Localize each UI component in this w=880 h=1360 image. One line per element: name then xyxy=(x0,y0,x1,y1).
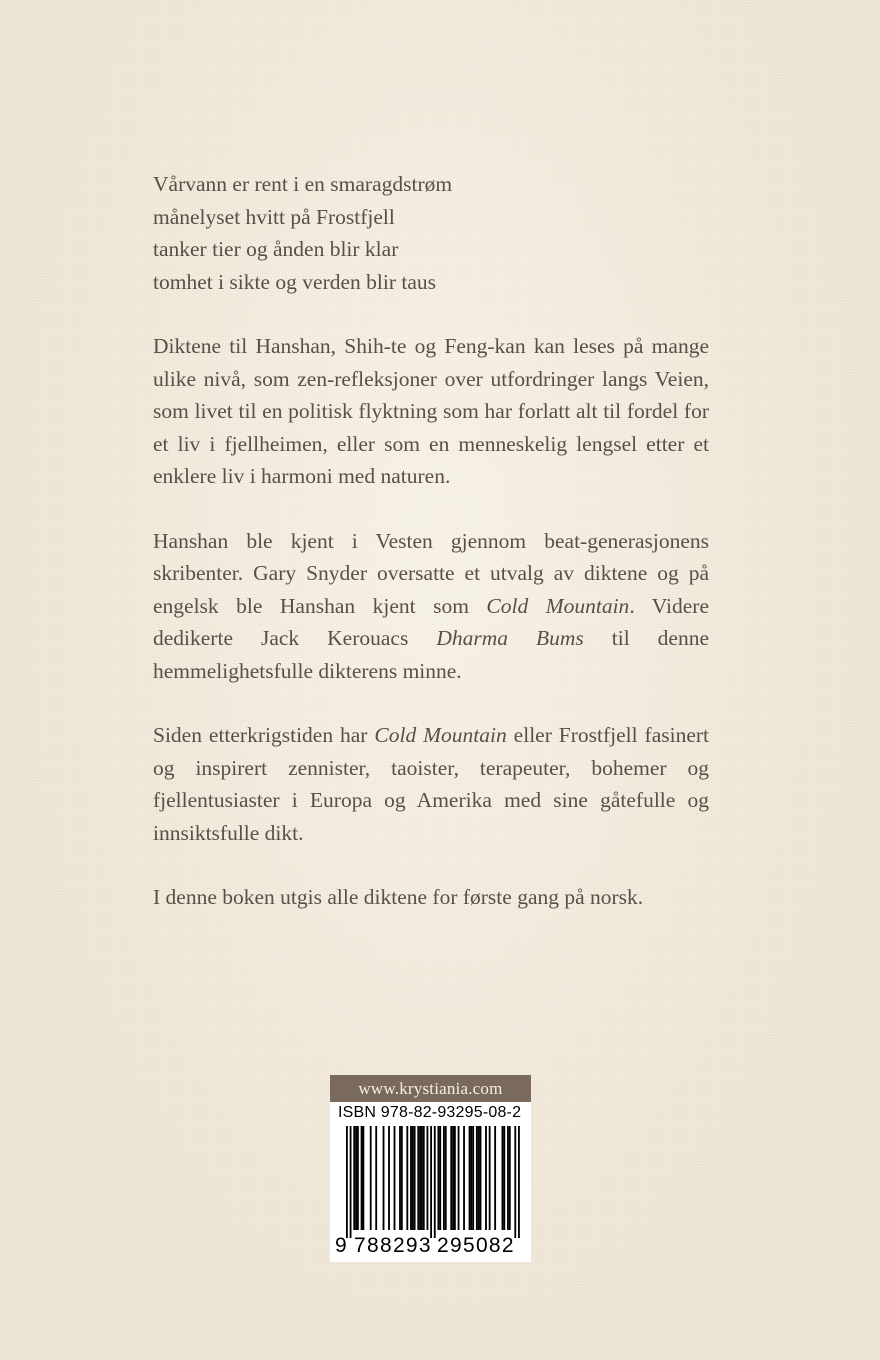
barcode-bar xyxy=(394,1126,396,1230)
paragraph-norsk: I denne boken utgis alle diktene for første gang på norsk. xyxy=(153,885,644,909)
barcode-guard-bar xyxy=(430,1126,432,1238)
barcode-bar xyxy=(458,1126,460,1230)
barcode-bar xyxy=(410,1126,412,1230)
barcode-block xyxy=(330,1075,531,1262)
barcode-bar xyxy=(406,1126,408,1230)
barcode-bar xyxy=(503,1126,505,1230)
barcode-guard-bar xyxy=(514,1126,516,1238)
barcode-bar xyxy=(494,1126,496,1230)
paragraph-hanshan xyxy=(153,525,709,688)
isbn-barcode xyxy=(330,1102,531,1262)
barcode-bar xyxy=(472,1126,474,1230)
barcode-bar xyxy=(445,1126,447,1230)
barcode-bar xyxy=(450,1126,452,1230)
barcode-bar xyxy=(412,1126,414,1230)
barcode-bars xyxy=(330,1126,531,1238)
poem-line: Vårvann er rent i en smaragdstrøm xyxy=(153,172,453,196)
title-dharma-bums: Dharma Bums xyxy=(436,626,584,650)
title-cold-mountain: Cold Mountain xyxy=(374,723,507,747)
barcode-bar xyxy=(388,1126,390,1230)
barcode-bar xyxy=(375,1126,377,1230)
barcode-bar xyxy=(454,1126,456,1230)
text-span: . Videre dedikerte Jack Kerouacs xyxy=(153,593,709,650)
barcode-bar xyxy=(452,1126,454,1230)
barcode-bar xyxy=(438,1126,440,1230)
barcode-bar xyxy=(370,1126,372,1230)
isbn-label: ISBN 978-82-93295-08-2 xyxy=(338,1104,522,1121)
text-span: Hanshan ble kjent i Vesten gjennom beat-generasjonens skribenter. Gary Snyder oversatte et utvalg av diktene og på engelsk ble Hanshan kjent som xyxy=(153,528,709,618)
barcode-bar xyxy=(419,1126,421,1230)
barcode-bar xyxy=(507,1126,509,1230)
barcode-bar xyxy=(417,1126,419,1230)
barcode-bar xyxy=(399,1126,401,1230)
barcode-bar xyxy=(427,1126,429,1230)
barcode-bar xyxy=(509,1126,511,1230)
barcode-bar xyxy=(421,1126,423,1230)
barcode-first-digit: 9 xyxy=(335,1234,347,1257)
barcode-bar xyxy=(485,1126,487,1230)
barcode-bar xyxy=(478,1126,480,1230)
barcode-bar xyxy=(480,1126,482,1230)
text-span: til denne hemmelighetsfulle dikterens minne. xyxy=(153,626,709,683)
barcode-bar xyxy=(463,1126,465,1230)
barcode-bar xyxy=(476,1126,478,1230)
barcode-left-digits: 788293 xyxy=(354,1234,432,1257)
paragraph-siden xyxy=(153,719,709,849)
text-span: eller Frostfjell fasinert og inspirert zennister, taoister, terapeuter, bohemer og fjellentusiaster i Europa og Amerika med sine gåtefulle og innsiktsfulle dikt. xyxy=(153,723,710,845)
barcode-guard-bar xyxy=(518,1126,520,1238)
barcode-bar xyxy=(489,1126,491,1230)
barcode-bar xyxy=(362,1126,364,1230)
barcode-bar xyxy=(502,1126,504,1230)
back-cover-text xyxy=(153,168,709,946)
barcode-bar xyxy=(423,1126,425,1230)
publisher-website: www.krystiania.com xyxy=(330,1075,531,1102)
barcode-bar xyxy=(439,1126,441,1230)
barcode-bar xyxy=(357,1126,359,1230)
barcode-digits xyxy=(330,1234,531,1258)
barcode-bar xyxy=(361,1126,363,1230)
text-span: Siden etterkrigstiden har xyxy=(153,723,375,747)
barcode-bar xyxy=(414,1126,416,1230)
poem-line: tanker tier og ånden blir klar xyxy=(153,237,399,261)
title-cold-mountain: Cold Mountain xyxy=(486,593,630,618)
poem-line: månelyset hvitt på Frostfjell xyxy=(153,204,395,229)
barcode-guard-bar xyxy=(350,1126,352,1238)
barcode-guard-bar xyxy=(346,1126,348,1238)
barcode-bar xyxy=(353,1126,355,1230)
barcode-bar xyxy=(401,1126,403,1230)
paragraph-diktene: Diktene til Hanshan, Shih-te og Feng-kan kan leses på mange ulike nivå, som zen-refleksjoner over utfordringer langs Veien, som livet til en politisk flyktning som har forlatt alt til fordel for et liv i fjellheimen, eller som en menneskelig lengsel etter et enklere liv i harmoni med naturen. xyxy=(153,334,709,488)
barcode-bar xyxy=(383,1126,385,1230)
barcode-bar xyxy=(443,1126,445,1230)
barcode-guard-bar xyxy=(434,1126,436,1238)
poem xyxy=(153,168,709,298)
barcode-bar xyxy=(355,1126,357,1230)
barcode-bar xyxy=(470,1126,472,1230)
barcode-right-digits: 295082 xyxy=(437,1234,515,1257)
barcode-bar xyxy=(469,1126,471,1230)
poem-line: tomhet i sikte og verden blir taus xyxy=(153,269,437,294)
